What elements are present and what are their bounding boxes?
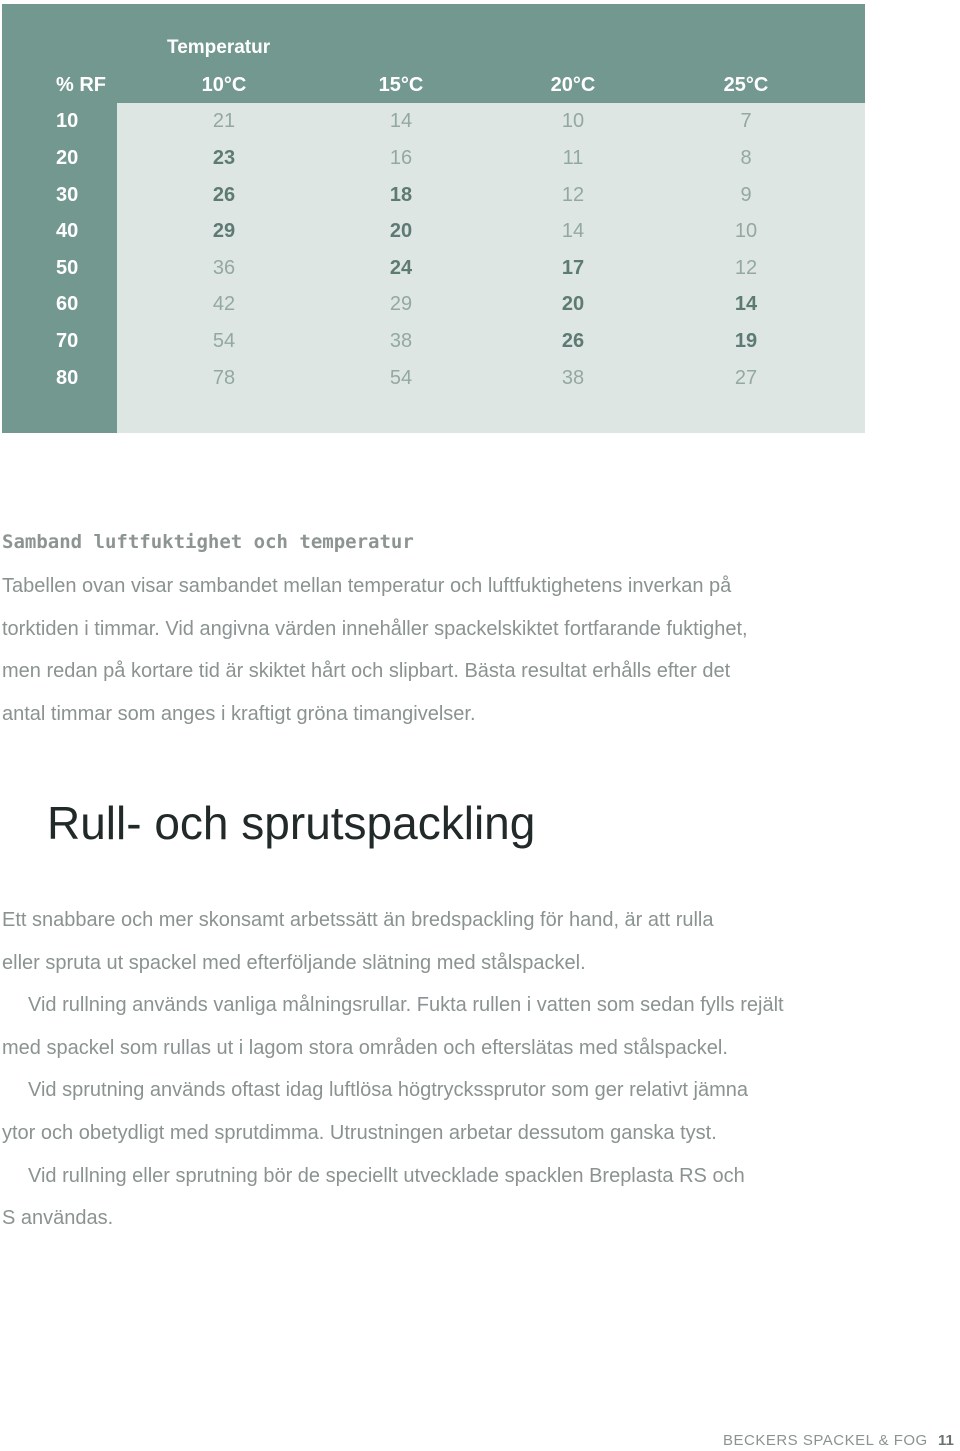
rf-row-label: 50	[56, 257, 79, 279]
drying-time-table	[2, 4, 865, 433]
paragraph-line: men redan på kortare tid är skiktet hårt och slipbart. Bästa resultat erhålls efter det	[2, 660, 731, 683]
section-heading: Samband luftfuktighet och temperatur	[2, 531, 414, 553]
table-cell: 7	[740, 110, 752, 132]
column-header-20c: 20°C	[550, 74, 596, 96]
table-cell: 14	[561, 220, 585, 242]
table-cell: 38	[389, 330, 413, 352]
paragraph-line-text: med spackel som rullas ut i lagom stora områden och efterslätas med stålspackel.	[2, 1036, 728, 1059]
table-cell: 18	[389, 184, 413, 206]
table-cell: 8	[740, 147, 752, 169]
table-cell: 19	[734, 330, 758, 352]
footer-brand: BECKERS SPACKEL & FOG	[723, 1432, 928, 1449]
paragraph-line: torktiden i timmar. Vid angivna värden innehåller spackelskiktet fortfarande fuktighet,	[2, 617, 748, 640]
paragraph-line-text: ytor och obetydligt med sprutdimma. Utrustningen arbetar dessutom ganska tyst.	[2, 1121, 717, 1144]
rf-column-header: % RF	[56, 74, 106, 96]
table-cell: 9	[740, 184, 752, 206]
table-cell: 36	[212, 257, 236, 279]
paragraph-line: antal timmar som anges i kraftigt gröna timangivelser.	[2, 702, 476, 725]
table-cell: 20	[389, 220, 413, 242]
rf-row-label: 30	[56, 184, 79, 206]
body-paragraph	[2, 899, 882, 1240]
table-cell: 21	[212, 110, 236, 132]
table-caption: Temperatur	[167, 37, 271, 58]
table-cell: 16	[389, 147, 413, 169]
table-cell: 78	[212, 367, 236, 389]
page-number: 11	[938, 1432, 954, 1449]
paragraph-line	[2, 899, 882, 942]
paragraph-line-text: Ett snabbare och mer skonsamt arbetssätt än bredspackling för hand, är att rulla	[2, 909, 714, 931]
paragraph-line	[2, 1112, 882, 1155]
table-cell: 26	[561, 330, 585, 352]
paragraph-line-text: Vid sprutning används oftast idag luftlösa högtryckssprutor som ger relativt jämna	[28, 1079, 748, 1102]
rf-row-label: 40	[56, 220, 79, 242]
rf-row-label: 20	[56, 147, 79, 169]
column-header-25c: 25°C	[723, 74, 769, 96]
paragraph-line	[2, 1155, 882, 1198]
table-cell: 23	[212, 147, 236, 169]
rf-row-label: 80	[56, 367, 79, 389]
table-cell: 42	[212, 293, 236, 315]
table-cell: 20	[561, 293, 585, 315]
paragraph-line	[2, 1197, 882, 1240]
paragraph-line-text: Vid rullning används vanliga målningsrullar. Fukta rullen i vatten som sedan fylls rejält	[28, 994, 784, 1017]
table-cell: 10	[561, 110, 585, 132]
page-title: Rull- och sprutspackling	[47, 797, 536, 849]
column-header-10c: 10°C	[201, 74, 247, 96]
rf-row-label: 10	[56, 110, 79, 132]
table-cell: 29	[389, 293, 413, 315]
table-cell: 10	[734, 220, 758, 242]
table-cell: 26	[212, 184, 236, 206]
table-cell: 17	[561, 257, 585, 279]
paragraph-line-text: eller spruta ut spackel med efterföljande slätning med stålspackel.	[2, 951, 586, 974]
column-header-15c: 15°C	[378, 74, 424, 96]
table-cell: 54	[212, 330, 236, 352]
rf-row-label: 60	[56, 293, 79, 315]
table-cell: 54	[389, 367, 413, 389]
table-cell: 14	[734, 293, 758, 315]
paragraph-line	[2, 984, 882, 1027]
table-cell: 38	[561, 367, 585, 389]
paragraph-line-text: Vid rullning eller sprutning bör de speciellt utvecklade spacklen Breplasta RS och	[28, 1164, 745, 1187]
paragraph-line-text: S användas.	[2, 1207, 114, 1230]
table-cell: 11	[562, 147, 584, 169]
table-cell: 12	[734, 257, 758, 279]
paragraph-line: Tabellen ovan visar sambandet mellan temperatur och luftfuktighetens inverkan på	[2, 575, 732, 597]
table-cell: 29	[212, 220, 236, 242]
paragraph-line	[2, 942, 882, 985]
rf-row-label: 70	[56, 330, 79, 352]
table-cell: 27	[734, 367, 758, 389]
table-cell: 12	[561, 184, 585, 206]
table-cell: 14	[389, 110, 413, 132]
section-paragraph	[2, 565, 882, 735]
paragraph-line	[2, 1027, 882, 1070]
table-cell: 24	[389, 257, 413, 279]
paragraph-line	[2, 1069, 882, 1112]
